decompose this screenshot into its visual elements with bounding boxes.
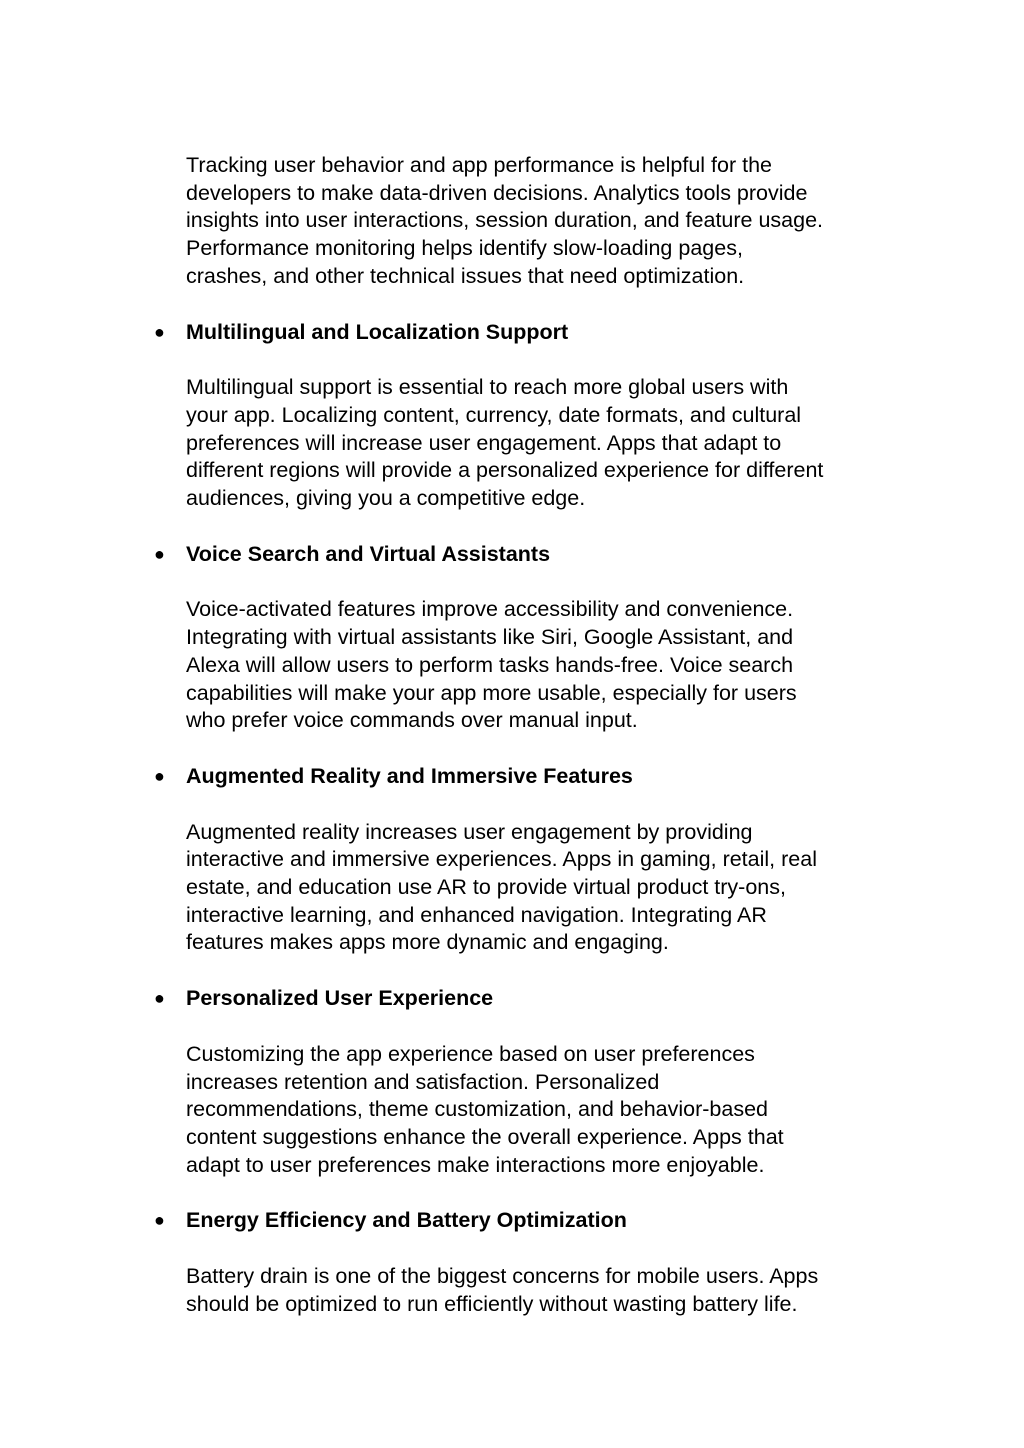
section-multilingual	[154, 319, 916, 513]
section-heading	[154, 541, 916, 569]
section-voice-search	[154, 541, 916, 735]
section-body: Battery drain is one of the biggest concerns for mobile users. Apps should be optimized to run efficiently without wasting battery life.	[186, 1264, 819, 1316]
section-body: Voice-activated features improve accessibility and convenience. Integrating with virtual assistants like Siri, Google Assistant, and Alexa will allow users to perform tasks hands-free. Voice search capabilities will make your app more usable, especially for users who prefer voice commands over manual input.	[186, 597, 797, 733]
bullet-icon: ●	[154, 1210, 165, 1231]
section-energy-efficiency	[154, 1207, 916, 1318]
section-body: Augmented reality increases user engagement by providing interactive and immersive experiences. Apps in gaming, retail, real estate, and education use AR to provide virtual product try-ons, interactive learning, and enhanced navigation. Integrating AR features makes apps more dynamic and engaging.	[186, 819, 817, 955]
section-heading-text: Personalized User Experience	[186, 986, 494, 1011]
section-heading-text: Energy Efficiency and Battery Optimization	[186, 1208, 627, 1233]
section-heading	[154, 319, 916, 347]
bullet-icon: ●	[154, 321, 165, 342]
bullet-icon: ●	[154, 765, 165, 786]
bullet-icon: ●	[154, 988, 165, 1009]
section-heading	[154, 763, 916, 791]
intro-paragraph: Tracking user behavior and app performance is helpful for the developers to make data-driven decisions. Analytics tools provide insights into user interactions, session duration, and feature usage. Performance monitoring helps identify slow-loading pages, crashes, and other technical issues that need optimization.	[186, 153, 824, 288]
section-heading-text: Voice Search and Virtual Assistants	[186, 541, 551, 566]
bullet-icon: ●	[154, 543, 165, 564]
section-heading	[154, 1207, 916, 1235]
section-personalized-experience	[154, 985, 916, 1179]
section-augmented-reality	[154, 763, 916, 957]
section-heading	[154, 985, 916, 1013]
section-body: Multilingual support is essential to reach more global users with your app. Localizing content, currency, date formats, and cultural preferences will increase user engagement. Apps that adapt to different regions will provide a personalized experience for different audiences, giving you a competitive edge.	[186, 375, 824, 511]
document-content	[154, 152, 916, 1319]
section-heading-text: Multilingual and Localization Support	[186, 319, 569, 344]
section-body: Customizing the app experience based on user preferences increases retention and satisfaction. Personalized recommendations, theme customization, and behavior-based content suggestions enhance the overall experience. Apps that adapt to user preferences make interactions more enjoyable.	[186, 1041, 784, 1177]
section-heading-text: Augmented Reality and Immersive Features	[186, 763, 633, 788]
